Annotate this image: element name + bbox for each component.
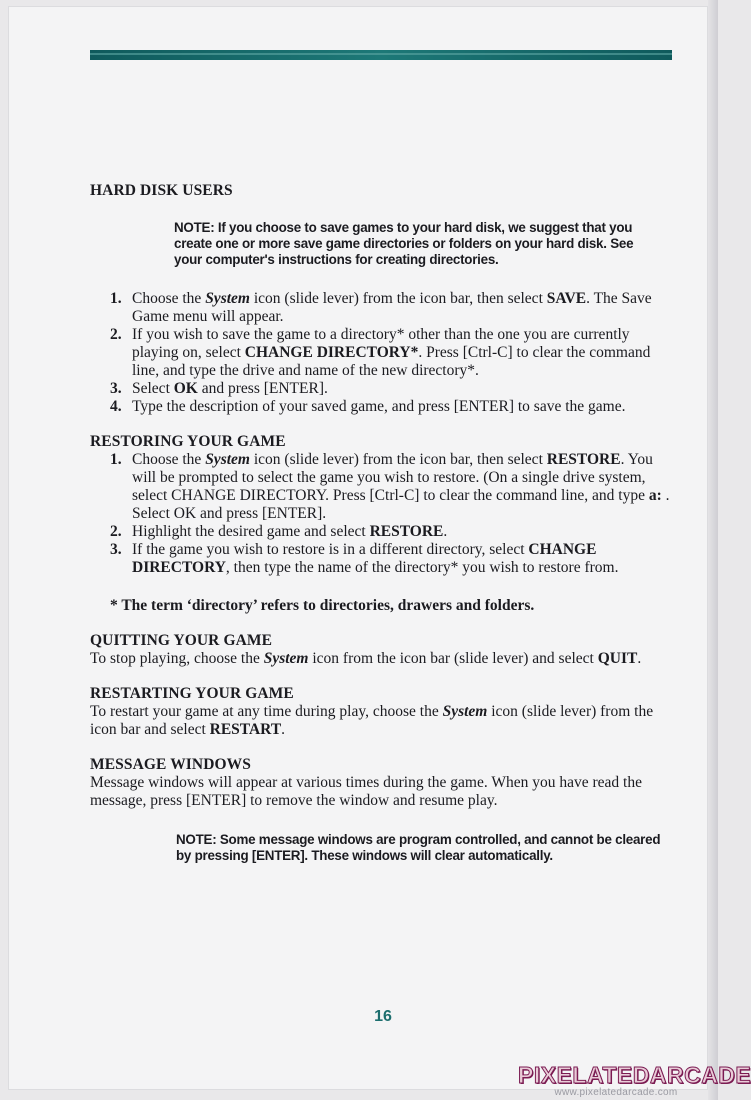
hard-disk-section (90, 182, 670, 416)
hard-disk-step (90, 326, 670, 380)
page-number: 16 (374, 1008, 392, 1025)
step-number: 2. (110, 326, 122, 343)
message-windows-note: NOTE: Some message windows are program controlled, and cannot be cleared by pressing [ENTER]. These windows will clear automatically. (176, 832, 661, 863)
restoring-step (90, 523, 670, 541)
quitting-heading: QUITTING YOUR GAME (90, 632, 273, 649)
page-content (90, 182, 670, 864)
para-command: QUIT (597, 650, 638, 667)
watermark-url: www.pixelatedarcade.com (554, 1087, 678, 1098)
para-text: . (281, 721, 286, 738)
step-text: . Select OK and press [ENTER]. (132, 487, 670, 522)
step-emphasis: System (205, 451, 250, 468)
restoring-section (90, 433, 670, 615)
quitting-text (90, 650, 670, 668)
step-text: If you wish to save the game to a directory* other than the one you are currently playing on, select (132, 326, 630, 361)
hard-disk-step (90, 398, 670, 416)
restarting-text (90, 703, 670, 739)
page-edge (708, 0, 718, 1100)
hard-disk-step (90, 380, 670, 398)
para-text: icon (slide lever) from the icon bar and select (90, 703, 654, 738)
para-text: . (637, 650, 642, 667)
step-text: Highlight the desired game and select (132, 523, 370, 540)
message-windows-heading: MESSAGE WINDOWS (90, 756, 251, 773)
restoring-heading: RESTORING YOUR GAME (90, 433, 286, 450)
step-text: If the game you wish to restore is in a different directory, select (132, 541, 529, 558)
step-text: . The Save Game menu will appear. (132, 290, 652, 325)
restarting-section (90, 685, 670, 739)
para-emphasis: System (263, 650, 309, 667)
step-number: 2. (110, 523, 122, 540)
watermark-logo: PIXELATEDARCADE (518, 1062, 751, 1088)
step-number: 4. (110, 398, 122, 415)
step-emphasis: System (205, 290, 250, 307)
watermark (518, 1062, 751, 1099)
step-text: . You will be prompted to select the game you wish to restore. (On a single drive system, select CHANGE DIRECTORY. Press [Ctrl-C] to clear the command line, and type (132, 451, 653, 504)
hard-disk-steps (90, 290, 670, 416)
step-command: SAVE (546, 290, 587, 307)
hard-disk-note: NOTE: If you choose to save games to your hard disk, we suggest that you create one or more save game directories or folders on your hard disk. See your computer's instructions for creating directories. (174, 220, 634, 267)
para-text: To restart your game at any time during play, choose the (90, 703, 443, 720)
para-command: RESTART (209, 721, 282, 738)
restarting-heading: RESTARTING YOUR GAME (90, 685, 294, 702)
manual-page (8, 6, 708, 1090)
step-text: and press [ENTER]. (197, 380, 328, 397)
header-rule (90, 50, 672, 60)
directory-term-note: * The term ‘directory’ refers to directories, drawers and folders. (110, 597, 535, 614)
step-text: , then type the name of the directory* you wish to restore from. (225, 559, 619, 576)
step-text: . Press [Ctrl-C] to clear the command line, and type the drive and name of the new directory*. (132, 344, 651, 379)
step-text: Choose the (132, 451, 206, 468)
hard-disk-step (90, 290, 670, 326)
step-text: Choose the (132, 290, 206, 307)
step-text: icon (slide lever) from the icon bar, then select (249, 451, 547, 468)
step-text: Select (132, 380, 174, 397)
step-number: 1. (110, 290, 122, 307)
step-command: a: (648, 487, 662, 504)
step-number: 3. (110, 541, 122, 558)
message-windows-section (90, 756, 670, 864)
restoring-steps (90, 451, 670, 577)
step-text: Type the description of your saved game, and press [ENTER] to save the game. (132, 398, 626, 415)
step-number: 1. (110, 451, 122, 468)
quitting-section (90, 632, 670, 668)
step-command: RESTORE (546, 451, 621, 468)
step-command: CHANGE DIRECTORY (132, 541, 597, 576)
step-text: icon (slide lever) from the icon bar, then select (249, 290, 547, 307)
hard-disk-heading: HARD DISK USERS (90, 182, 233, 199)
restoring-step (90, 451, 670, 523)
para-emphasis: System (442, 703, 488, 720)
restoring-step (90, 541, 670, 577)
message-windows-text: Message windows will appear at various times during the game. When you have read the message, press [ENTER] to remove the window and resume play. (90, 774, 642, 809)
step-number: 3. (110, 380, 122, 397)
step-command: OK (173, 380, 198, 397)
para-text: icon from the icon bar (slide lever) and select (308, 650, 598, 667)
para-text: To stop playing, choose the (90, 650, 264, 667)
step-command: RESTORE (369, 523, 444, 540)
step-command: CHANGE DIRECTORY* (244, 344, 419, 361)
step-text: . (443, 523, 448, 540)
